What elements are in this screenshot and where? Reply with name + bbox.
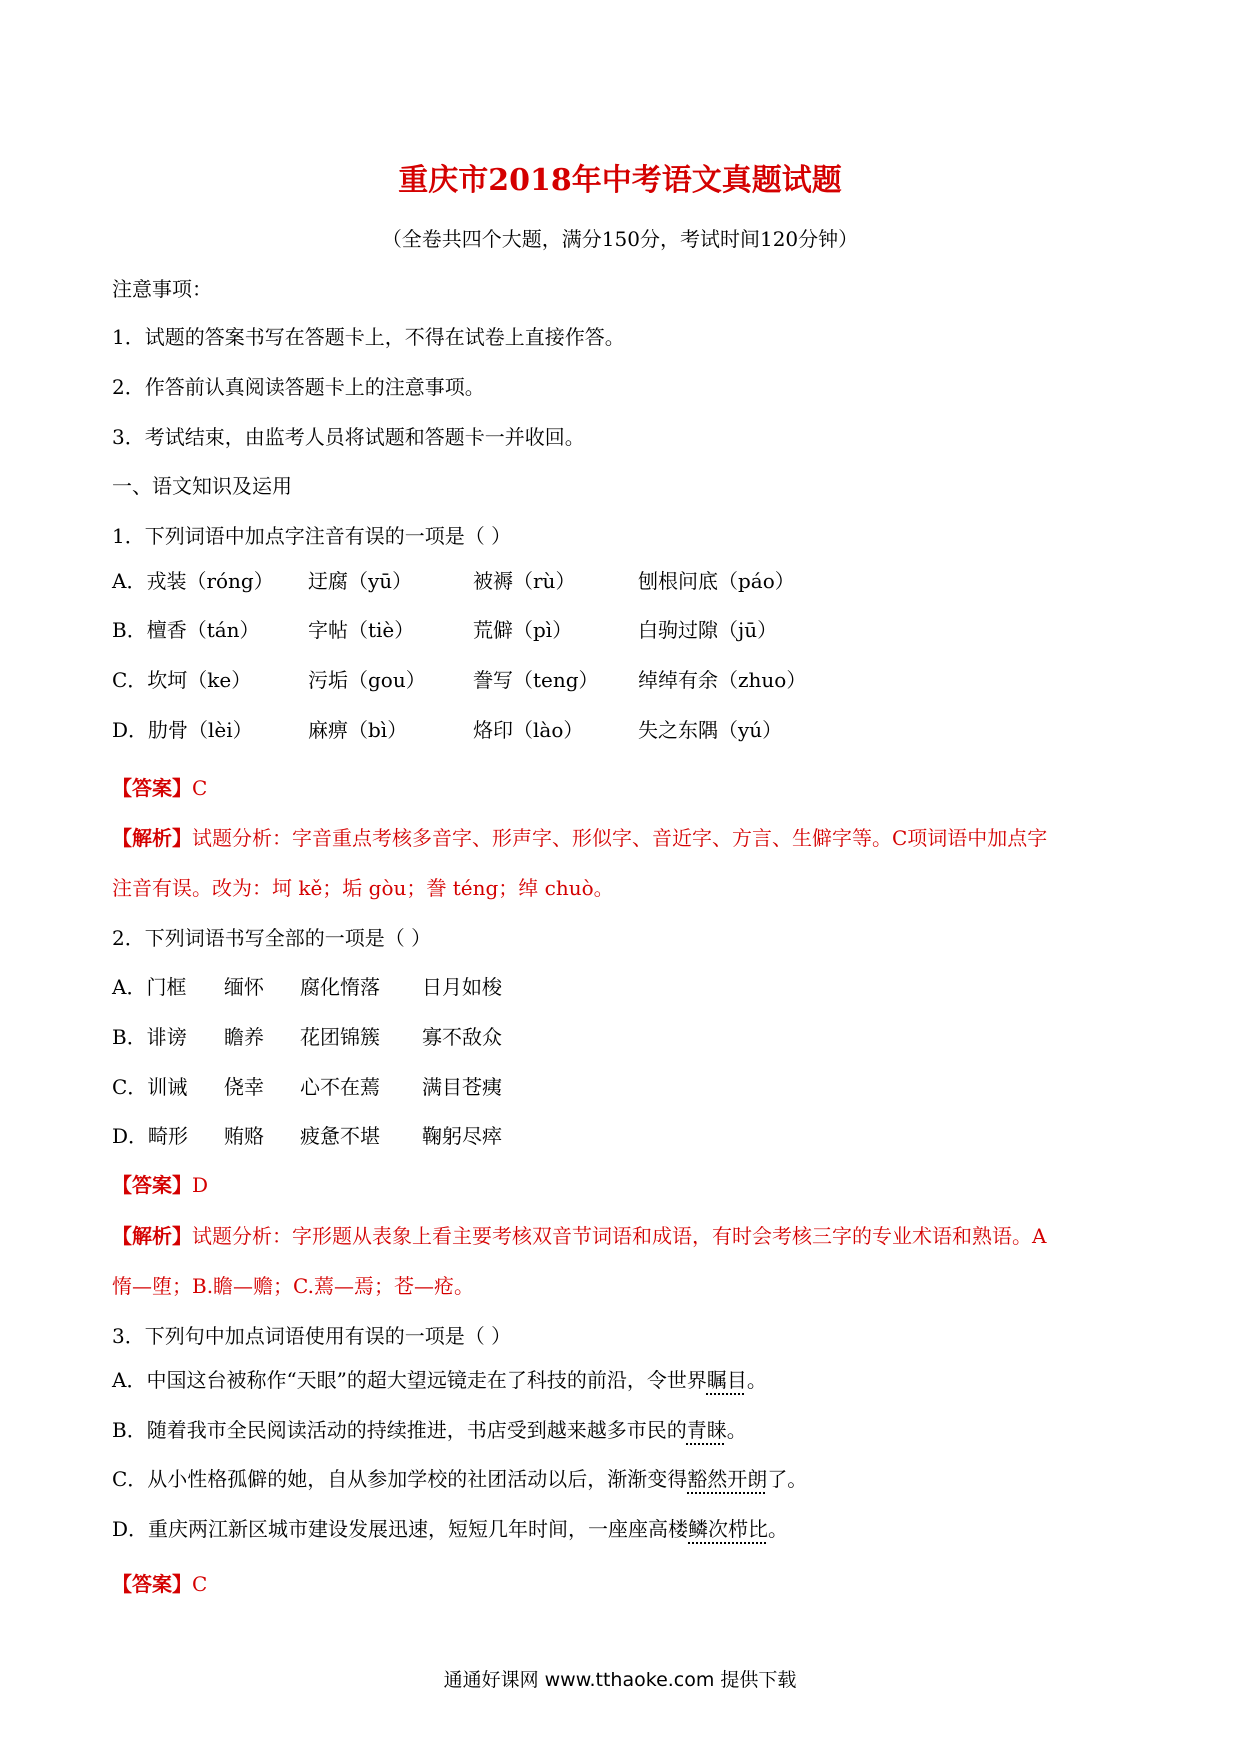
dotted-word: 鳞次栉比 bbox=[688, 1517, 769, 1541]
question-1-option-b bbox=[112, 617, 1112, 643]
option-word: A．门框 bbox=[112, 975, 187, 999]
sentence-text: A．中国这台被称作“天眼”的超大望远镜走在了科技的前沿，令世界 bbox=[112, 1368, 707, 1392]
question-3-option-a bbox=[112, 1367, 767, 1393]
option-word: 污垢（gou） bbox=[308, 668, 426, 692]
dotted-word: 瞩目 bbox=[706, 1368, 747, 1392]
answer-value: C bbox=[192, 776, 208, 800]
answer-label: 【答案】 bbox=[112, 1572, 192, 1596]
option-word: 誊写（teng） bbox=[473, 668, 599, 692]
option-word: 瞻养 bbox=[224, 1025, 264, 1049]
sentence-text: D．重庆两江新区城市建设发展迅速，短短几年时间，一座座高楼 bbox=[112, 1517, 689, 1541]
question-2-option-a bbox=[112, 974, 1112, 1000]
option-word: 失之东隅（yú） bbox=[638, 718, 783, 742]
option-word: 缅怀 bbox=[224, 975, 264, 999]
question-2-analysis-cont: 惰—堕；B.瞻—赡；C.蔫—焉；苍—疮。 bbox=[112, 1274, 475, 1298]
analysis-text: 试题分析：字形题从表象上看主要考核双音节词语和成语，有时会考核三字的专业术语和熟语。A bbox=[192, 1224, 1047, 1248]
sentence-end: 。 bbox=[768, 1517, 789, 1541]
option-word: 白驹过隙（jū） bbox=[638, 618, 778, 642]
question-2-answer bbox=[112, 1172, 208, 1198]
option-word: A．戎装（róng） bbox=[112, 569, 274, 593]
option-word: 疲惫不堪 bbox=[300, 1124, 380, 1148]
option-word: 荒僻（pì） bbox=[473, 618, 573, 642]
question-1-option-a bbox=[112, 568, 1112, 594]
option-word: D．畸形 bbox=[112, 1124, 189, 1148]
option-word: C．坎坷（ke） bbox=[112, 668, 252, 692]
sentence-end: 。 bbox=[726, 1418, 747, 1442]
dotted-word: 青睐 bbox=[686, 1418, 727, 1442]
question-1-analysis-cont: 注音有误。改为：坷 kě；垢 gòu；誊 téng；绰 chuò。 bbox=[112, 876, 614, 900]
option-word: 鞠躬尽瘁 bbox=[422, 1124, 502, 1148]
question-1-analysis bbox=[112, 825, 1047, 851]
option-word: 腐化惰落 bbox=[300, 975, 380, 999]
question-1-option-c bbox=[112, 667, 1112, 693]
question-1-option-d bbox=[112, 717, 1112, 743]
option-word: 迂腐（yū） bbox=[308, 569, 413, 593]
option-word: B．诽谤 bbox=[112, 1025, 187, 1049]
question-2-option-b bbox=[112, 1024, 1112, 1050]
option-word: 侥幸 bbox=[224, 1075, 264, 1099]
option-word: 心不在蔫 bbox=[300, 1075, 380, 1099]
page-footer: 通通好课网 www.tthaoke.com 提供下载 bbox=[443, 1669, 797, 1691]
sentence-end: 。 bbox=[746, 1368, 767, 1392]
question-2-option-d bbox=[112, 1123, 1112, 1149]
question-3-answer bbox=[112, 1571, 207, 1597]
question-2-analysis bbox=[112, 1223, 1046, 1249]
answer-label: 【答案】 bbox=[112, 776, 192, 800]
option-word: 日月如梭 bbox=[422, 975, 502, 999]
question-2-option-c bbox=[112, 1074, 1112, 1100]
option-word: 贿赂 bbox=[224, 1124, 264, 1148]
option-word: 满目苍痍 bbox=[422, 1075, 502, 1099]
question-2-stem: 2．下列词语书写全部的一项是（ ） bbox=[112, 926, 432, 950]
analysis-label: 【解析】 bbox=[112, 826, 192, 850]
option-word: 烙印（lào） bbox=[473, 718, 584, 742]
sentence-end: 了。 bbox=[767, 1467, 808, 1491]
notice-item: 3．考试结束，由监考人员将试题和答题卡一并收回。 bbox=[112, 425, 585, 449]
answer-label: 【答案】 bbox=[112, 1173, 192, 1197]
option-word: C．训诫 bbox=[112, 1075, 188, 1099]
question-3-option-b bbox=[112, 1417, 747, 1443]
notice-item: 2．作答前认真阅读答题卡上的注意事项。 bbox=[112, 375, 485, 399]
section-heading: 一、语文知识及运用 bbox=[112, 474, 292, 498]
option-word: 字帖（tiè） bbox=[308, 618, 415, 642]
question-3-option-c bbox=[112, 1466, 807, 1492]
sentence-text: B．随着我市全民阅读活动的持续推进，书店受到越来越多市民的 bbox=[112, 1418, 687, 1442]
option-word: 绰绰有余（zhuo） bbox=[638, 668, 807, 692]
answer-value: D bbox=[192, 1173, 209, 1197]
option-word: B．檀香（tán） bbox=[112, 618, 260, 642]
notice-item: 1．试题的答案书写在答题卡上，不得在试卷上直接作答。 bbox=[112, 325, 625, 349]
option-word: D．肋骨（lèi） bbox=[112, 718, 253, 742]
notice-heading: 注意事项： bbox=[112, 277, 212, 301]
exam-subtitle: （全卷共四个大题，满分150分，考试时间120分钟） bbox=[381, 227, 859, 251]
question-3-stem: 3．下列句中加点词语使用有误的一项是（ ） bbox=[112, 1324, 512, 1348]
answer-value: C bbox=[192, 1572, 208, 1596]
analysis-label: 【解析】 bbox=[112, 1224, 192, 1248]
option-word: 被褥（rù） bbox=[473, 569, 576, 593]
analysis-text: 试题分析：字音重点考核多音字、形声字、形似字、音近字、方言、生僻字等。C项词语中加点字 bbox=[192, 826, 1048, 850]
question-3-option-d bbox=[112, 1516, 788, 1542]
question-1-answer bbox=[112, 775, 207, 801]
dotted-word: 豁然开朗 bbox=[687, 1467, 768, 1491]
option-word: 刨根问底（páo） bbox=[638, 569, 795, 593]
option-word: 麻痹（bì） bbox=[308, 718, 408, 742]
page-title: 重庆市2018年中考语文真题试题 bbox=[398, 163, 842, 198]
question-1-stem: 1．下列词语中加点字注音有误的一项是（ ） bbox=[112, 524, 512, 548]
option-word: 寡不敌众 bbox=[422, 1025, 502, 1049]
sentence-text: C．从小性格孤僻的她，自从参加学校的社团活动以后，渐渐变得 bbox=[112, 1467, 688, 1491]
option-word: 花团锦簇 bbox=[300, 1025, 380, 1049]
